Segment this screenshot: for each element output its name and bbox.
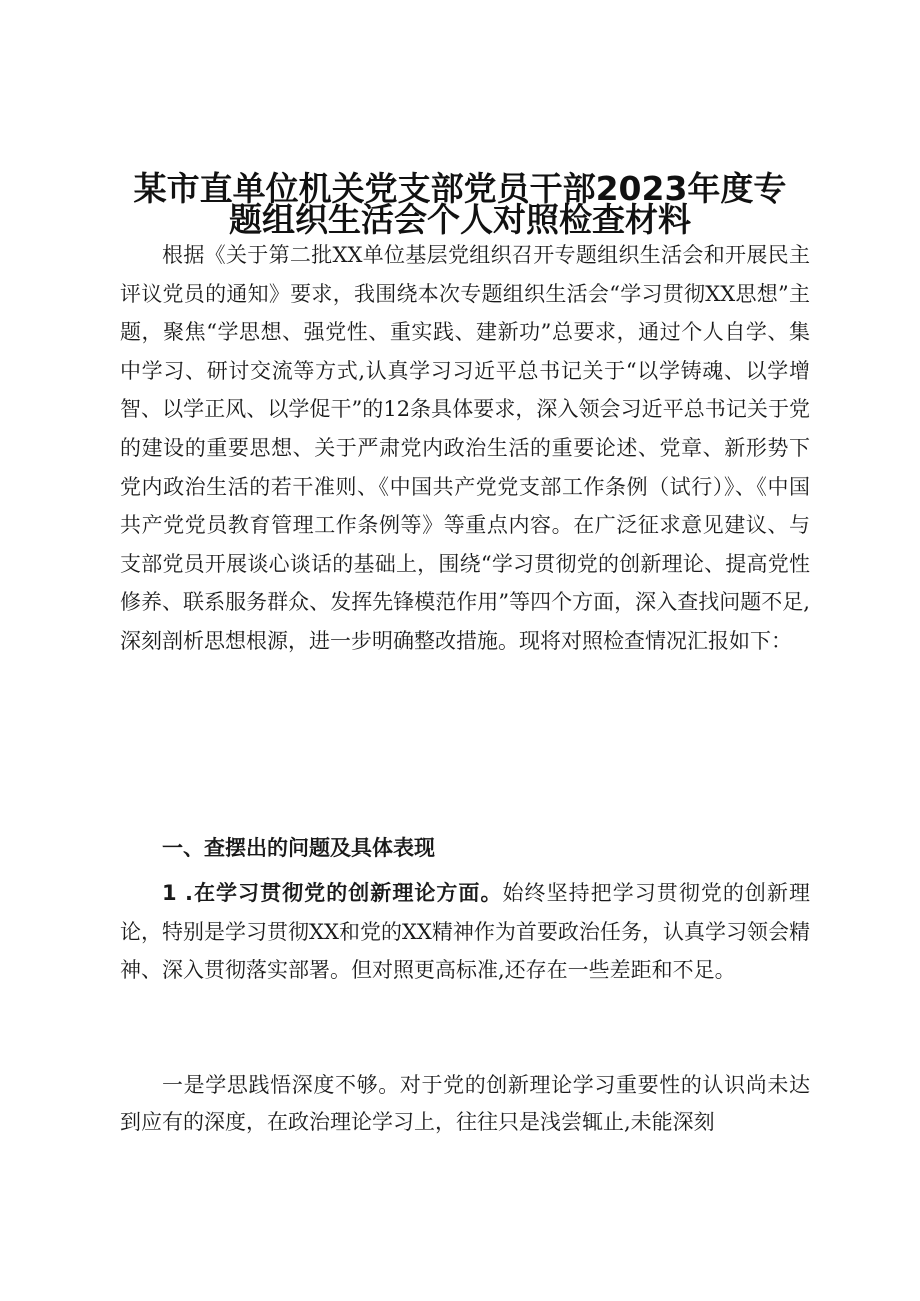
document-title-line2: 题组织生活会个人对照检查材料 — [229, 200, 691, 239]
document-title-line1: 某市直单位机关党支部党员干部2023年度专 — [133, 169, 787, 208]
point-1-paragraph: 一是学思践悟深度不够。对于党的创新理论学习重要性的认识尚未达到应有的深度，在政治理论学习上，往往只是浅尝辄止,未能深刻 — [120, 1073, 810, 1134]
item-1-paragraph — [120, 874, 810, 990]
section-heading-1: 一、查摆出的问题及具体表现 — [162, 836, 435, 860]
intro-paragraph: 根据《关于第二批XX单位基层党组织召开专题组织生活会和开展民主评议党员的通知》要求，我围绕本次专题组织生活会“学习贯彻XX思想”主题，聚焦“学思想、强党性、重实践、建新功”总要求，通过个人自学、集中学习、研讨交流等方式,认真学习习近平总书记关于“以学铸魂、以学增智、以学正风、以学促干”的12条具体要求，深入领会习近平总书记关于党的建设的重要思想、关于严肃党内政治生活的重要论述、党章、新形势下党内政治生活的若干准则、《中国共产党党支部工作条例（试行）》、《中国共产党党员教育管理工作条例等》等重点内容。在广泛征求意见建议、与支部党员开展谈心谈话的基础上，围绕“学习贯彻党的创新理论、提高党性修养、联系服务群众、发挥先锋模范作用”等四个方面，深入查找问题不足,深刻剖析思想根源，进一步明确整改措施。现将对照检查情况汇报如下： — [120, 243, 810, 653]
item-1-body: 始终坚持把学习贯彻党的创新理论，特别是学习贯彻XX和党的XX精神作为首要政治任务，认真学习领会精神、深入贯彻落实部署。但对照更高标准,还存在一些差距和不足。 — [120, 881, 811, 983]
item-1-lead: 1 .在学习贯彻党的创新理论方面。 — [162, 881, 503, 905]
